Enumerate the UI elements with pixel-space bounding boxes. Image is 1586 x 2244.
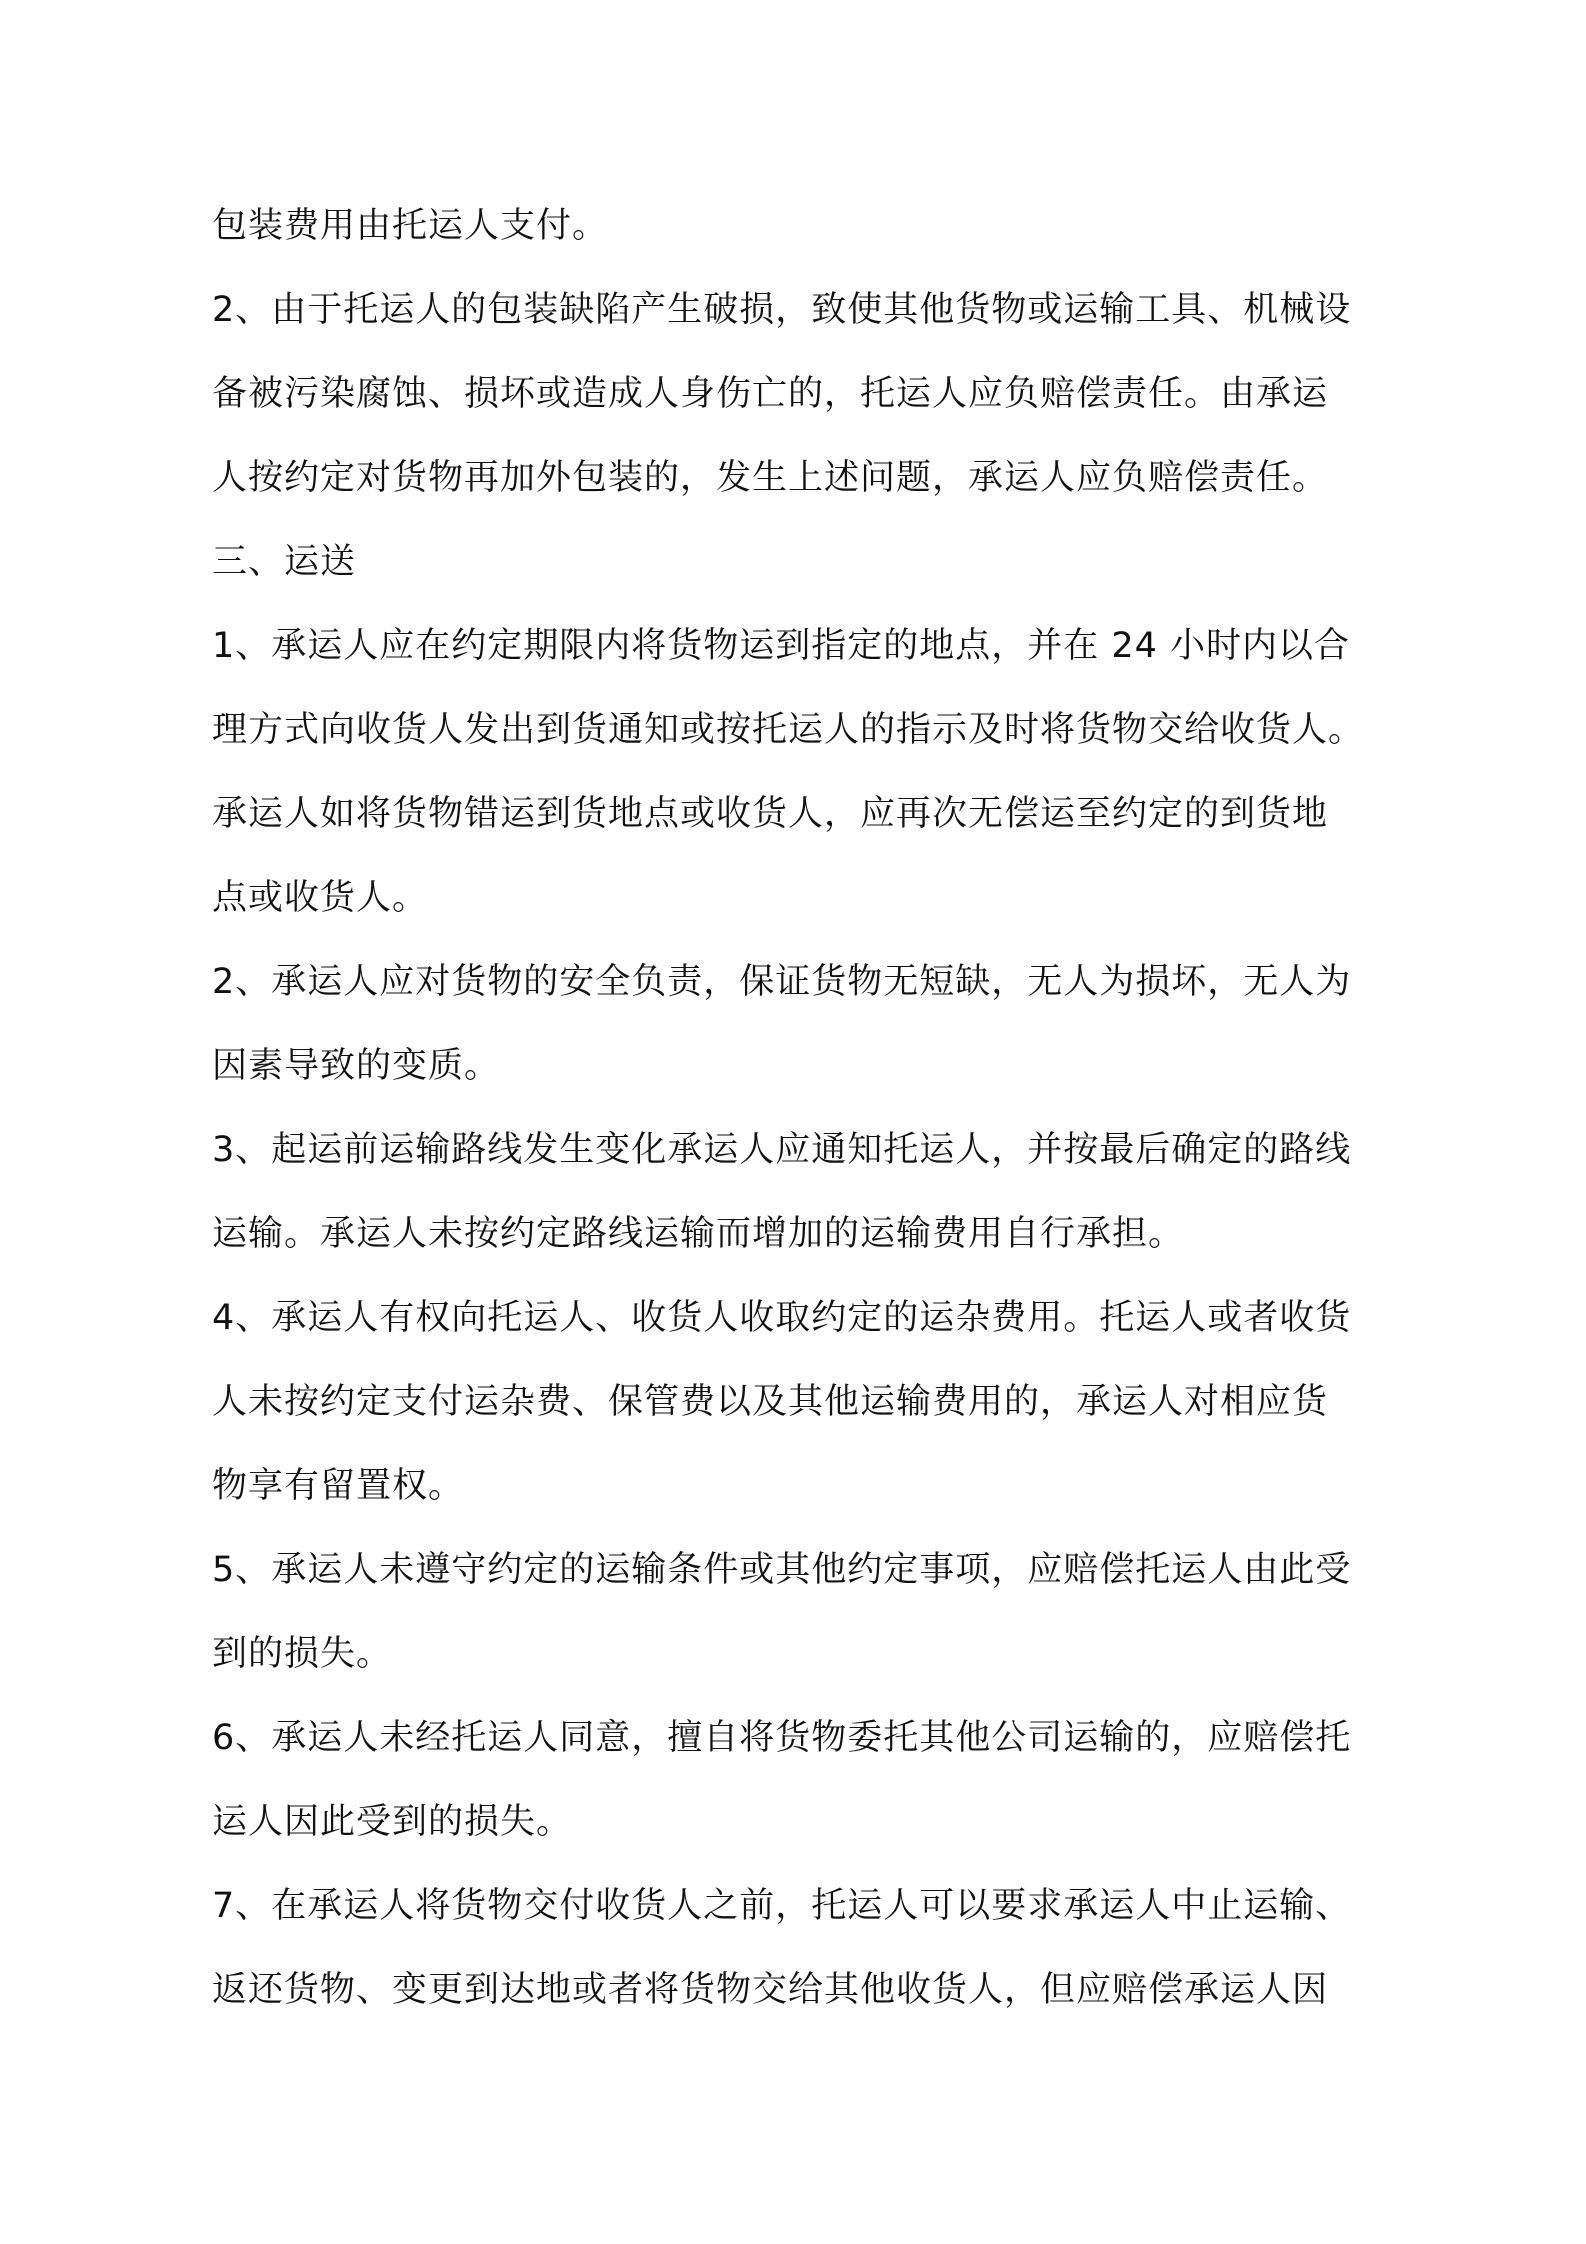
- text-line: 运输。承运人未按约定路线运输而增加的运输费用自行承担。: [212, 1214, 1185, 1254]
- text-line: 点或收货人。: [212, 878, 429, 918]
- text-line: 6、承运人未经托运人同意，擅自将货物委托其他公司运输的，应赔偿托: [212, 1718, 1352, 1758]
- text-line: 返还货物、变更到达地或者将货物交给其他收货人，但应赔偿承运人因: [212, 1970, 1329, 2010]
- text-line: 包装费用由托运人支付。: [212, 206, 609, 246]
- text-line: 3、起运前运输路线发生变化承运人应通知托运人，并按最后确定的路线: [212, 1130, 1352, 1170]
- text-line: 5、承运人未遵守约定的运输条件或其他约定事项，应赔偿托运人由此受: [212, 1550, 1352, 1590]
- text-line: 4、承运人有权向托运人、收货人收取约定的运杂费用。托运人或者收货: [212, 1298, 1352, 1338]
- text-line: 2、由于托运人的包装缺陷产生破损，致使其他货物或运输工具、机械设: [212, 290, 1352, 330]
- text-line: 因素导致的变质。: [212, 1046, 501, 1086]
- text-line: 人按约定对货物再加外包装的，发生上述问题，承运人应负赔偿责任。: [212, 458, 1329, 498]
- text-line: 人未按约定支付运杂费、保管费以及其他运输费用的，承运人对相应货: [212, 1382, 1329, 1422]
- text-line: 7、在承运人将货物交付收货人之前，托运人可以要求承运人中止运输、: [212, 1886, 1352, 1926]
- text-line: 物享有留置权。: [212, 1466, 465, 1506]
- text-line: 备被污染腐蚀、损坏或造成人身伤亡的，托运人应负赔偿责任。由承运: [212, 374, 1329, 414]
- text-line: 理方式向收货人发出到货通知或按托运人的指示及时将货物交给收货人。: [212, 710, 1365, 750]
- text-line: 承运人如将货物错运到货地点或收货人，应再次无偿运至约定的到货地: [212, 794, 1329, 834]
- text-line: 2、承运人应对货物的安全负责，保证货物无短缺，无人为损坏，无人为: [212, 962, 1352, 1002]
- text-line: 1、承运人应在约定期限内将货物运到指定的地点，并在 24 小时内以合: [212, 626, 1351, 666]
- section-heading: 三、运送: [212, 542, 357, 582]
- text-line: 到的损失。: [212, 1634, 393, 1674]
- text-line: 运人因此受到的损失。: [212, 1802, 573, 1842]
